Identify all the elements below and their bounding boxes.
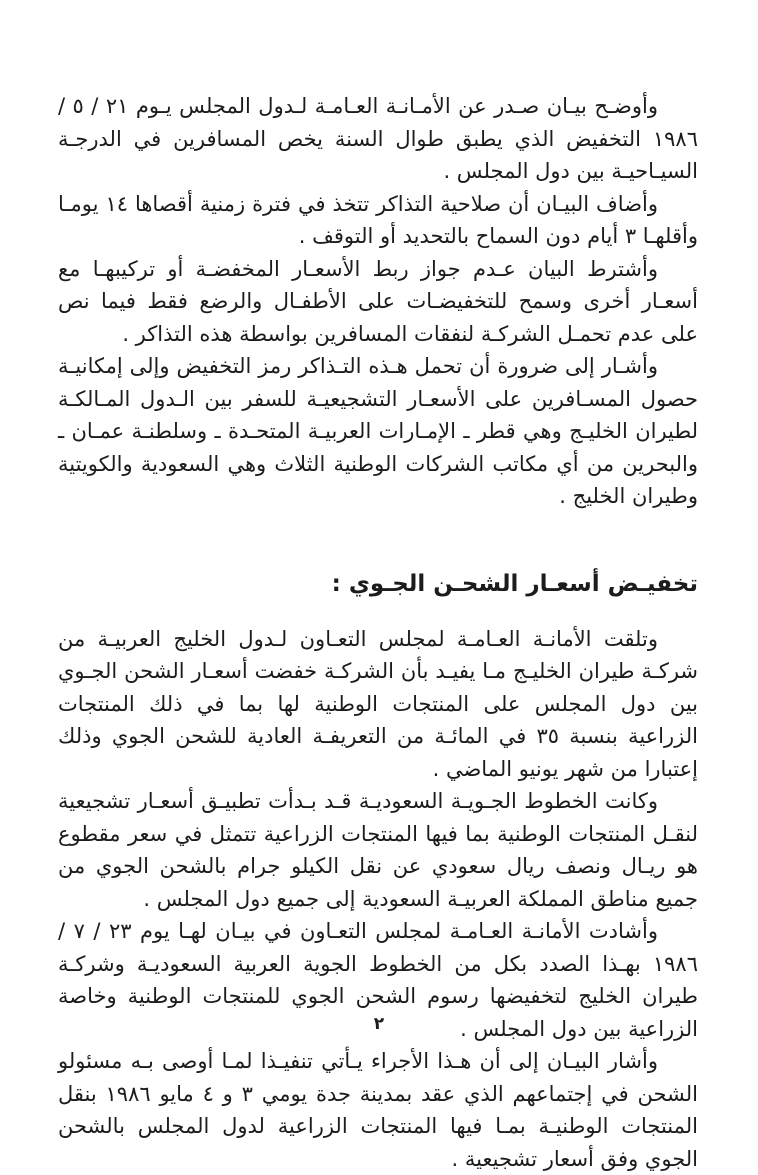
text-column <box>58 90 698 1175</box>
page-number: ٢ <box>373 1014 385 1034</box>
body-paragraph: وأشادت الأمانـة العـامـة لمجلس التعـاون في بيـان لهـا يوم ٢٣ / ٧ / ١٩٨٦ بهـذا الصدد بكل من الخطوط الجوية العربية السعوديـة وشركـة طيران الخليج لتخفيضها رسوم الشحن الجوي للمنتجات الوطنية وخاصة الزراعية بين دول المجلس . <box>58 919 698 1041</box>
section-heading: تخفيـض أسعـار الشحـن الجـوي : <box>331 570 698 597</box>
body-paragraph: وأوضـح بيـان صـدر عن الأمـانـة العـامـة لـدول المجلس يـوم ٢١ / ٥ / ١٩٨٦ التخفيض الذي يطبق طوال السنة يخص المسافرين في الدرجـة السيـاحيـة بين دول المجلس . <box>58 94 698 183</box>
body-paragraph: وتلقت الأمانـة العـامـة لمجلس التعـاون لـدول الخليج العربيـة من شركـة طيران الخليـج مـا يفيـد بأن الشركـة خفضت أسعـار الشحن الجـوي بين دول المجلس على المنتجات الوطنية لها بما في ذلك المنتجات الزراعية بنسبة ٣٥ في المائـة من التعريفـة العادية للشحن الجوي وذلك إعتبارا من شهر يونيو الماضي . <box>58 626 698 781</box>
body-paragraph: وأشترط البيان عـدم جواز ربط الأسعـار المخفضـة أو تركيبهـا مع أسعـار أخرى وسمح للتخفيضـات على الأطفـال والرضع فقط فيما نص على عدم تحمـل الشركـة لنفقات المسافرين بواسطة هذه التذاكر . <box>58 256 698 346</box>
body-paragraph: وأشار البيـان إلى أن هـذا الأجراء يـأتي تنفيـذا لمـا أوصى بـه مسئولو الشحن في إجتماعهم الذي عقد بمدينة جدة يومي ٣ و ٤ مايو ١٩٨٦ بنقل المنتجات الوطنيـة بمـا فيها المنتجات الزراعية لدول المجلس بالشحن الجوي وفق أسعار تشجيعية . <box>58 1049 698 1171</box>
body-paragraph: وكانت الخطوط الجـويـة السعوديـة قـد بـدأت تطبيـق أسعـار تشجيعية لنقـل المنتجات الوطنية بما فيها المنتجات الزراعية تتمثل في سعر مقطوع هو ريـال ونصف ريال سعودي عن نقل الكيلو جرام بالشحن الجوي من جميع مناطق المملكة العربيـة السعودية إلى جميع دول المجلس . <box>58 789 698 911</box>
body-paragraph: وأشـار إلى ضرورة أن تحمل هـذه التـذاكر رمز التخفيض وإلى إمكانيـة حصول المسـافرين على الأسعـار التشجيعيـة للسفر بين الـدول المـالكـة لطيران الخليـج وهي قطر ـ الإمـارات العربيـة المتحـدة ـ وسلطنـة عمـان ـ والبحرين من أي مكاتب الشركات الوطنية الثلاث وهي السعودية والكويتية وطيران الخليج . <box>58 354 698 508</box>
body-paragraph: وأضاف البيـان أن صلاحية التذاكر تتخذ في فترة زمنية أقصاها ١٤ يومـا وأقلهـا ٣ أيام دون السماح بالتحديد أو التوقف . <box>58 191 698 248</box>
